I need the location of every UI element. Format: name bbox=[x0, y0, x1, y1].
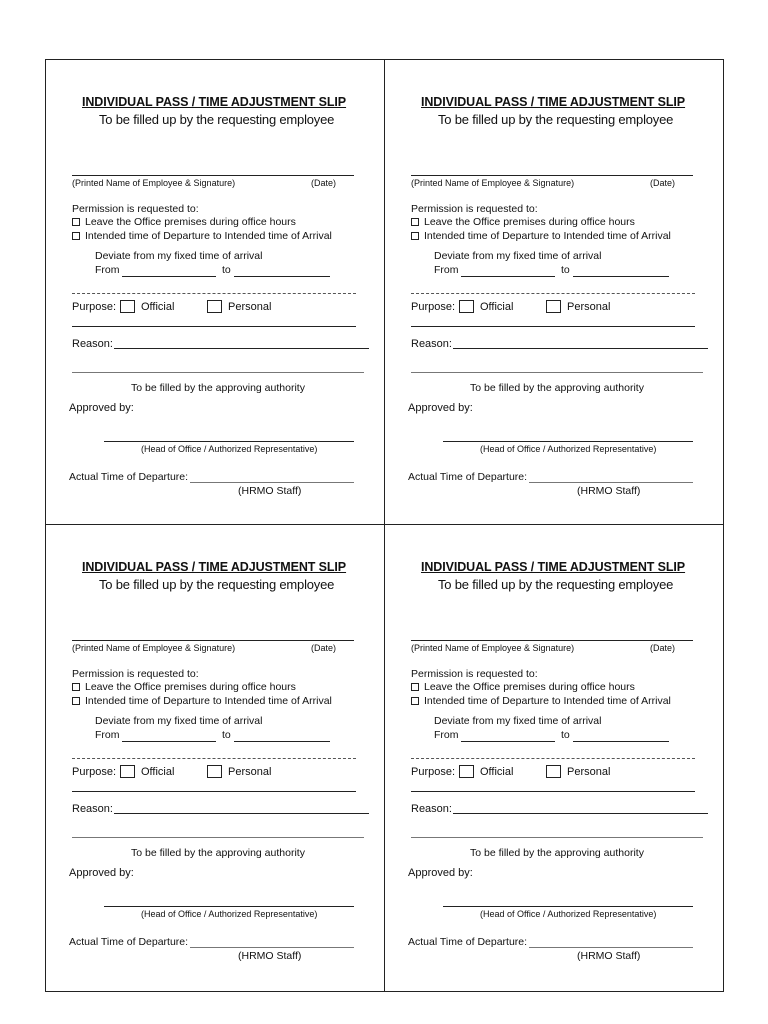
deviate-label: Deviate from my fixed time of arrival bbox=[434, 250, 602, 262]
from-time-line[interactable] bbox=[122, 276, 216, 277]
option-intended-label: Intended time of Departure to Intended time of Arrival bbox=[85, 695, 332, 707]
reason-line[interactable] bbox=[114, 348, 369, 349]
from-time-line[interactable] bbox=[461, 741, 555, 742]
section-separator bbox=[411, 758, 695, 759]
intended-checkbox[interactable] bbox=[72, 232, 80, 240]
option-leave-label: Leave the Office premises during office hours bbox=[85, 681, 296, 693]
to-label: to bbox=[561, 729, 570, 741]
approved-by-label: Approved by: bbox=[408, 402, 473, 414]
name-signature-line[interactable] bbox=[72, 175, 354, 176]
name-signature-line[interactable] bbox=[72, 640, 354, 641]
leave-checkbox[interactable] bbox=[72, 683, 80, 691]
to-time-line[interactable] bbox=[573, 276, 669, 277]
actual-departure-line[interactable] bbox=[529, 482, 693, 483]
slip-title: INDIVIDUAL PASS / TIME ADJUSTMENT SLIP bbox=[82, 95, 347, 109]
permission-label: Permission is requested to: bbox=[72, 668, 199, 680]
hrmo-label: (HRMO Staff) bbox=[238, 950, 302, 962]
option-intended[interactable] bbox=[411, 230, 671, 242]
reason-line[interactable] bbox=[114, 813, 369, 814]
reason-line-2[interactable] bbox=[72, 837, 364, 838]
reason-label: Reason: bbox=[411, 803, 452, 815]
actual-departure-line[interactable] bbox=[190, 482, 354, 483]
approver-signature-line[interactable] bbox=[443, 441, 693, 442]
actual-departure-line[interactable] bbox=[190, 947, 354, 948]
section-separator bbox=[72, 293, 356, 294]
name-signature-label: (Printed Name of Employee & Signature) bbox=[411, 643, 575, 653]
reason-line-2[interactable] bbox=[411, 372, 703, 373]
option-intended-label: Intended time of Departure to Intended time of Arrival bbox=[424, 695, 671, 707]
approved-by-label: Approved by: bbox=[408, 867, 473, 879]
approver-signature-line[interactable] bbox=[104, 441, 354, 442]
option-leave[interactable] bbox=[411, 681, 635, 693]
hrmo-label: (HRMO Staff) bbox=[238, 485, 302, 497]
slip-top-left bbox=[45, 59, 384, 525]
from-label: From bbox=[434, 264, 459, 276]
from-time-line[interactable] bbox=[461, 276, 555, 277]
slip-bottom-right bbox=[384, 524, 723, 990]
slip-title: INDIVIDUAL PASS / TIME ADJUSTMENT SLIP bbox=[421, 560, 686, 574]
purpose-label: Purpose: bbox=[72, 766, 117, 778]
deviate-label: Deviate from my fixed time of arrival bbox=[434, 715, 602, 727]
option-intended-label: Intended time of Departure to Intended time of Arrival bbox=[85, 230, 332, 242]
approving-heading: To be filled by the approving authority bbox=[470, 847, 644, 859]
section-separator bbox=[72, 758, 356, 759]
head-label: (Head of Office / Authorized Representative) bbox=[141, 444, 318, 454]
head-label: (Head of Office / Authorized Representative) bbox=[480, 444, 657, 454]
to-time-line[interactable] bbox=[234, 741, 330, 742]
to-label: to bbox=[561, 264, 570, 276]
hrmo-label: (HRMO Staff) bbox=[577, 485, 641, 497]
to-time-line[interactable] bbox=[573, 741, 669, 742]
permission-label: Permission is requested to: bbox=[411, 203, 538, 215]
intended-checkbox[interactable] bbox=[411, 697, 419, 705]
official-label: Official bbox=[480, 766, 514, 778]
purpose-underline bbox=[72, 326, 356, 327]
option-leave-label: Leave the Office premises during office hours bbox=[424, 681, 635, 693]
slip-subtitle: To be filled up by the requesting employee bbox=[99, 112, 335, 127]
to-label: to bbox=[222, 264, 231, 276]
actual-departure-line[interactable] bbox=[529, 947, 693, 948]
from-label: From bbox=[95, 729, 120, 741]
official-checkbox[interactable] bbox=[459, 765, 474, 778]
section-separator bbox=[411, 293, 695, 294]
option-leave-label: Leave the Office premises during office hours bbox=[424, 216, 635, 228]
leave-checkbox[interactable] bbox=[72, 218, 80, 226]
approved-by-label: Approved by: bbox=[69, 867, 134, 879]
option-intended-label: Intended time of Departure to Intended time of Arrival bbox=[424, 230, 671, 242]
option-leave[interactable] bbox=[411, 216, 635, 228]
purpose-underline bbox=[411, 791, 695, 792]
slip-top-right bbox=[384, 59, 723, 525]
approving-heading: To be filled by the approving authority bbox=[131, 847, 305, 859]
slip-title: INDIVIDUAL PASS / TIME ADJUSTMENT SLIP bbox=[82, 560, 347, 574]
name-signature-line[interactable] bbox=[411, 640, 693, 641]
reason-line-2[interactable] bbox=[72, 372, 364, 373]
actual-departure-label: Actual Time of Departure: bbox=[69, 936, 189, 948]
actual-departure-label: Actual Time of Departure: bbox=[408, 471, 528, 483]
reason-label: Reason: bbox=[411, 338, 452, 350]
reason-line-2[interactable] bbox=[411, 837, 703, 838]
deviate-label: Deviate from my fixed time of arrival bbox=[95, 715, 263, 727]
actual-departure-label: Actual Time of Departure: bbox=[408, 936, 528, 948]
option-leave[interactable] bbox=[72, 681, 296, 693]
personal-checkbox[interactable] bbox=[207, 300, 222, 313]
to-time-line[interactable] bbox=[234, 276, 330, 277]
personal-label: Personal bbox=[228, 301, 272, 313]
slip-subtitle: To be filled up by the requesting employee bbox=[438, 577, 674, 592]
purpose-label: Purpose: bbox=[72, 301, 117, 313]
name-signature-line[interactable] bbox=[411, 175, 693, 176]
slip-subtitle: To be filled up by the requesting employee bbox=[438, 112, 674, 127]
official-label: Official bbox=[141, 766, 175, 778]
approving-heading: To be filled by the approving authority bbox=[470, 382, 644, 394]
name-signature-label: (Printed Name of Employee & Signature) bbox=[72, 643, 236, 653]
personal-checkbox[interactable] bbox=[546, 300, 561, 313]
option-intended[interactable] bbox=[72, 230, 332, 242]
purpose-label: Purpose: bbox=[411, 766, 456, 778]
head-label: (Head of Office / Authorized Representative) bbox=[480, 909, 657, 919]
date-label: (Date) bbox=[650, 178, 676, 188]
official-label: Official bbox=[480, 301, 514, 313]
official-checkbox[interactable] bbox=[459, 300, 474, 313]
personal-label: Personal bbox=[567, 301, 611, 313]
hrmo-label: (HRMO Staff) bbox=[577, 950, 641, 962]
from-label: From bbox=[434, 729, 459, 741]
leave-checkbox[interactable] bbox=[411, 683, 419, 691]
date-label: (Date) bbox=[311, 178, 337, 188]
approver-signature-line[interactable] bbox=[104, 906, 354, 907]
slip-bottom-left bbox=[45, 524, 384, 990]
personal-checkbox[interactable] bbox=[546, 765, 561, 778]
official-checkbox[interactable] bbox=[120, 765, 135, 778]
reason-label: Reason: bbox=[72, 803, 113, 815]
purpose-label: Purpose: bbox=[411, 301, 456, 313]
reason-line[interactable] bbox=[453, 813, 708, 814]
name-signature-label: (Printed Name of Employee & Signature) bbox=[72, 178, 236, 188]
actual-departure-label: Actual Time of Departure: bbox=[69, 471, 189, 483]
option-leave-label: Leave the Office premises during office hours bbox=[85, 216, 296, 228]
reason-line[interactable] bbox=[453, 348, 708, 349]
deviate-label: Deviate from my fixed time of arrival bbox=[95, 250, 263, 262]
from-label: From bbox=[95, 264, 120, 276]
slip-subtitle: To be filled up by the requesting employee bbox=[99, 577, 335, 592]
approver-signature-line[interactable] bbox=[443, 906, 693, 907]
to-label: to bbox=[222, 729, 231, 741]
personal-checkbox[interactable] bbox=[207, 765, 222, 778]
from-time-line[interactable] bbox=[122, 741, 216, 742]
personal-label: Personal bbox=[567, 766, 611, 778]
option-intended[interactable] bbox=[411, 695, 671, 707]
permission-label: Permission is requested to: bbox=[411, 668, 538, 680]
head-label: (Head of Office / Authorized Representative) bbox=[141, 909, 318, 919]
option-leave[interactable] bbox=[72, 216, 296, 228]
approved-by-label: Approved by: bbox=[69, 402, 134, 414]
reason-label: Reason: bbox=[72, 338, 113, 350]
name-signature-label: (Printed Name of Employee & Signature) bbox=[411, 178, 575, 188]
official-label: Official bbox=[141, 301, 175, 313]
purpose-underline bbox=[72, 791, 356, 792]
personal-label: Personal bbox=[228, 766, 272, 778]
slip-title: INDIVIDUAL PASS / TIME ADJUSTMENT SLIP bbox=[421, 95, 686, 109]
official-checkbox[interactable] bbox=[120, 300, 135, 313]
intended-checkbox[interactable] bbox=[411, 232, 419, 240]
intended-checkbox[interactable] bbox=[72, 697, 80, 705]
permission-label: Permission is requested to: bbox=[72, 203, 199, 215]
leave-checkbox[interactable] bbox=[411, 218, 419, 226]
date-label: (Date) bbox=[650, 643, 676, 653]
option-intended[interactable] bbox=[72, 695, 332, 707]
date-label: (Date) bbox=[311, 643, 337, 653]
purpose-underline bbox=[411, 326, 695, 327]
approving-heading: To be filled by the approving authority bbox=[131, 382, 305, 394]
